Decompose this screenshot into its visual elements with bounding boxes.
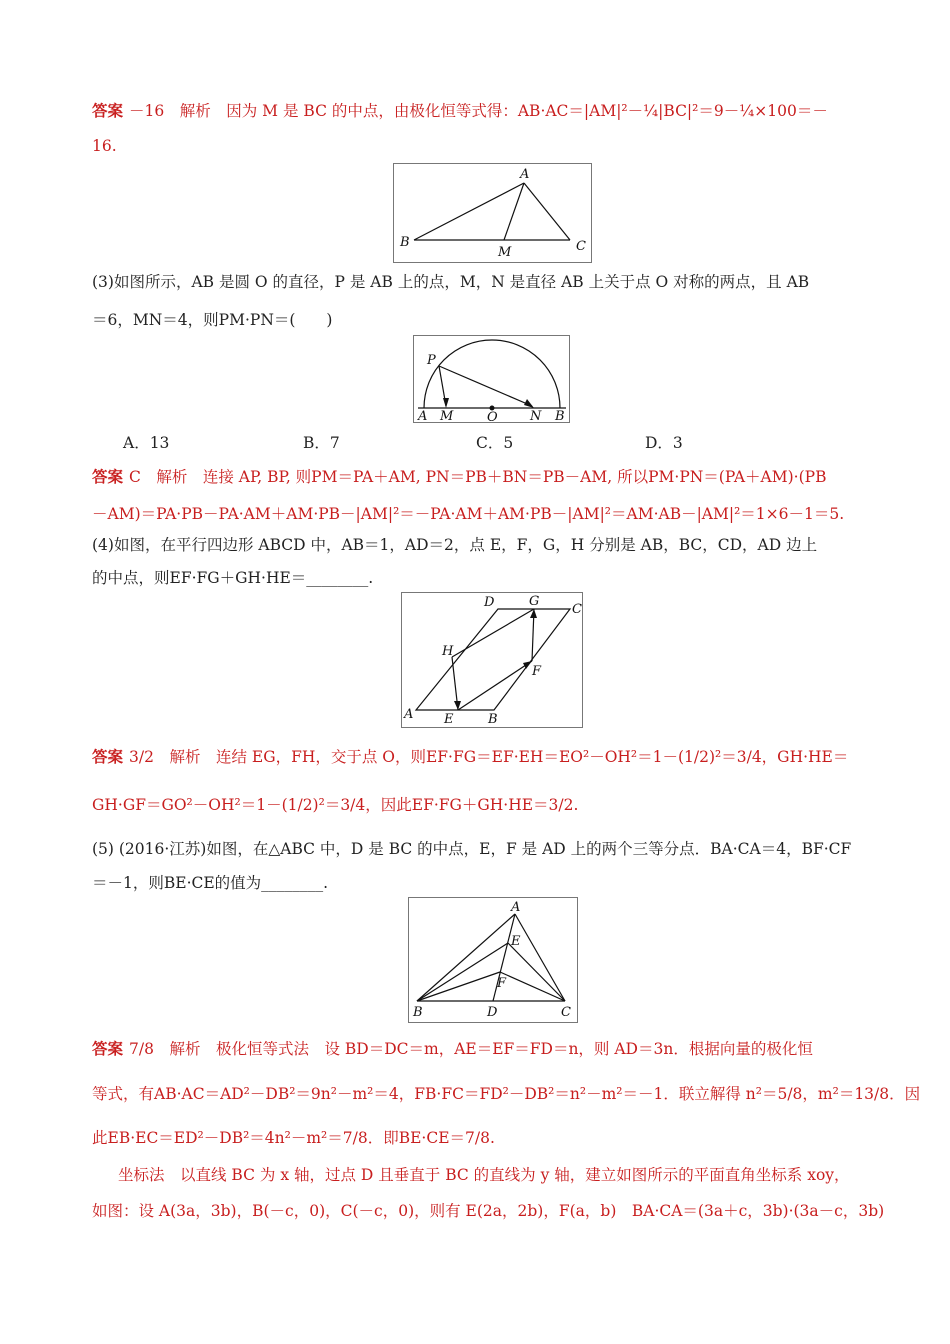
coord-method-line-1: 坐标法 以直线 BC 为 x 轴，过点 D 且垂直于 BC 的直线为 y 轴，建立如图所示的平面直角坐标系 xoy，	[118, 1166, 850, 1184]
fig2-label-a: A	[418, 409, 428, 422]
answer-4-line-2: GH·GF＝GO²－OH²＝1－(1/2)²＝3/4，因此EF·FG＋GH·HE＝3/2.	[92, 796, 579, 814]
answer-5-line-3: 此EB·EC＝ED²－DB²＝4n²－m²＝7/8．即BE·CE＝7/8.	[92, 1129, 495, 1147]
fig3-label-h: H	[442, 644, 454, 659]
semicircle-diagram	[414, 336, 569, 422]
fig3-label-a: A	[404, 707, 414, 722]
figure-parallelogram	[401, 592, 583, 728]
coord-method-line-2: 如图：设 A(3a，3b)，B(－c，0)，C(－c，0)，则有 E(2a，2b)，F(a，b) BA·CA＝(3a＋c，3b)·(3a－c，3b)	[92, 1202, 885, 1220]
option-c: C．5	[476, 434, 514, 452]
fig3-label-c: C	[572, 602, 582, 617]
answer-3-line-1	[92, 466, 862, 488]
fig1-label-b: B	[400, 235, 410, 250]
option-b: B．7	[303, 434, 340, 452]
question-5-line-1: (5) (2016·江苏)如图，在△ABC 中，D 是 BC 的中点，E，F 是 AD 上的两个三等分点．BA·CA＝4，BF·CF	[92, 840, 852, 858]
question-5-line-2: ＝－1，则BE·CE的值为________.	[92, 874, 329, 892]
figure-triangle-trisection	[408, 897, 578, 1023]
fig3-label-f: F	[532, 664, 542, 679]
fig1-label-c: C	[576, 239, 586, 254]
fig4-label-f: F	[497, 976, 507, 991]
answer-label: 答案	[92, 1040, 124, 1058]
figure-semicircle	[413, 335, 570, 423]
triangle-diagram	[394, 164, 591, 262]
answer-label: 答案	[92, 468, 124, 486]
fig1-label-a: A	[520, 167, 530, 182]
fig4-label-e: E	[511, 934, 521, 949]
fig3-label-g: G	[529, 594, 540, 609]
parallelogram-diagram	[402, 593, 582, 727]
option-d: D．3	[645, 434, 683, 452]
figure-triangle-abc	[393, 163, 592, 263]
fig4-label-d: D	[487, 1005, 498, 1020]
fig4-label-c: C	[561, 1005, 571, 1020]
answer-1-line-1	[92, 100, 862, 122]
answer-label: 答案	[92, 102, 124, 120]
answer-5-line-2: 等式，有AB·AC＝AD²－DB²＝9n²－m²＝4，FB·FC＝FD²－DB²＝n²－m²＝－1．联立解得 n²＝5/8，m²＝13/8．因	[92, 1085, 921, 1103]
fig2-label-m: M	[440, 409, 454, 422]
fig2-label-b: B	[555, 409, 565, 422]
fig2-label-p: P	[427, 353, 436, 368]
answer-text: 7/8 解析 极化恒等式法 设 BD＝DC＝m，AE＝EF＝FD＝n，则 AD＝3n．根据向量的极化恒	[129, 1040, 813, 1058]
answer-text: 3/2 解析 连结 EG，FH，交于点 O，则EF·FG＝EF·EH＝EO²－OH²＝1－(1/2)²＝3/4，GH·HE＝	[129, 748, 849, 766]
answer-5-line-1	[92, 1038, 862, 1060]
answer-text: C 解析 连接 AP, BP, 则PM＝PA＋AM, PN＝PB＋BN＝PB－AM, 所以PM·PN＝(PA＋AM)·(PB	[129, 468, 827, 486]
answer-3-line-2: －AM)＝PA·PB－PA·AM＋AM·PB－|AM|²＝－PA·AM＋AM·PB－|AM|²＝AM·AB－|AM|²＝1×6－1＝5.	[92, 505, 845, 523]
answer-text: －16 解析 因为 M 是 BC 的中点，由极化恒等式得：AB·AC＝|AM|²－¼|BC|²＝9－¼×100＝－	[129, 102, 828, 120]
question-4-line-1: (4)如图，在平行四边形 ABCD 中，AB＝1，AD＝2，点 E，F，G，H 分别是 AB，BC，CD，AD 边上	[92, 536, 818, 554]
option-a: A．13	[123, 434, 170, 452]
question-3-line-1: (3)如图所示，AB 是圆 O 的直径，P 是 AB 上的点，M，N 是直径 AB 上关于点 O 对称的两点，且 AB	[92, 273, 810, 291]
fig3-label-e: E	[444, 712, 454, 727]
fig2-label-o: O	[487, 410, 498, 422]
fig4-label-a: A	[511, 900, 521, 915]
trisection-diagram	[409, 898, 577, 1022]
fig1-label-m: M	[498, 245, 512, 260]
answer-1-line-2: 16.	[92, 137, 117, 155]
fig4-label-b: B	[413, 1005, 423, 1020]
fig3-label-b: B	[488, 712, 498, 727]
answer-label: 答案	[92, 748, 124, 766]
question-4-line-2: 的中点，则EF·FG＋GH·HE＝________.	[92, 569, 374, 587]
fig2-label-n: N	[530, 409, 542, 422]
answer-4-line-1	[92, 746, 862, 768]
question-3-line-2: ＝6，MN＝4，则PM·PN＝( )	[92, 311, 333, 329]
fig3-label-d: D	[484, 595, 495, 610]
